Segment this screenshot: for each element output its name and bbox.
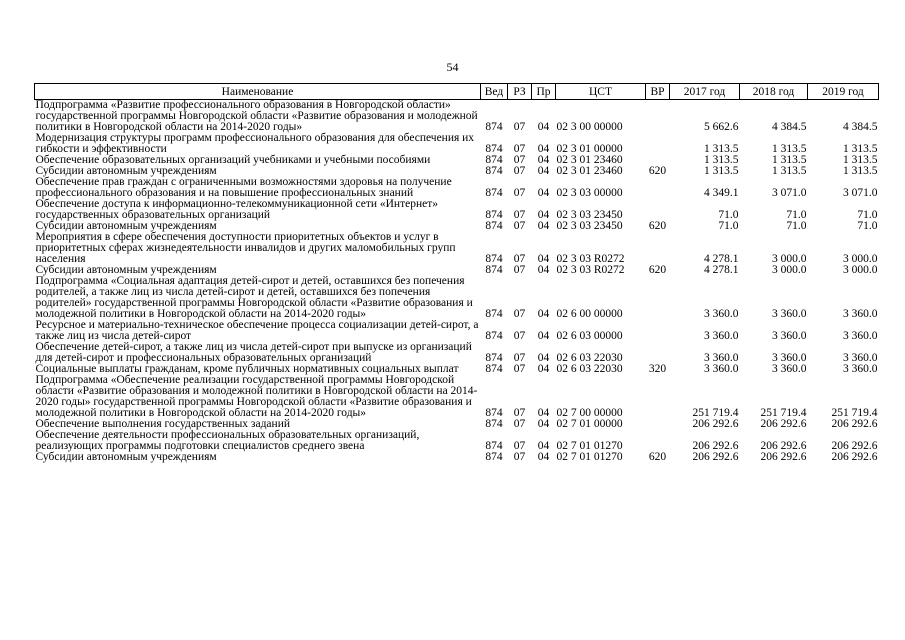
row-2017: 1 313.5: [704, 165, 739, 177]
row-pr: 04: [537, 308, 550, 320]
row-2019: 251 719.4: [831, 407, 878, 419]
row-2017: 206 292.6: [692, 440, 739, 452]
row-2017: 3 360.0: [704, 308, 739, 320]
row-ved: 874: [485, 330, 503, 342]
row-2017: 3 360.0: [704, 352, 739, 364]
header-ved: Вед: [481, 84, 508, 100]
row-pr: 04: [537, 253, 550, 265]
row-2019: 71.0: [857, 209, 878, 221]
row-ved: 874: [485, 154, 503, 166]
table-row: [35, 232, 879, 265]
row-ved: 874: [485, 308, 503, 320]
row-pr: 04: [537, 440, 550, 452]
row-cst: 02 3 01 23460: [556, 154, 623, 166]
row-2017: 206 292.6: [692, 418, 739, 430]
row-pr: 04: [537, 143, 550, 155]
row-cst: 02 3 03 R0272: [556, 253, 625, 265]
row-vr: [646, 320, 670, 342]
budget-table: [34, 83, 879, 463]
row-2018: 206 292.6: [760, 440, 807, 452]
row-cst: 02 6 03 00000: [556, 330, 623, 342]
row-2017: 4 278.1: [704, 253, 739, 265]
row-2019: 71.0: [857, 220, 878, 232]
row-name: Обеспечение образовательных организаций учебниками и учебными пособиями: [35, 154, 431, 166]
row-vr: 320: [648, 363, 667, 375]
row-ved: 874: [485, 418, 503, 430]
row-pr: 04: [537, 407, 550, 419]
row-rz: 07: [513, 440, 526, 452]
row-2019: 1 313.5: [843, 154, 878, 166]
table-row: [35, 375, 879, 419]
row-name: Обеспечение доступа к информационно-телекоммуникационной сети «Интернет» государственных образовательных организаций: [35, 198, 439, 221]
row-rz: 07: [513, 253, 526, 265]
row-2018: 3 000.0: [772, 253, 807, 265]
row-vr: [646, 276, 670, 320]
row-2019: 4 384.5: [843, 121, 878, 133]
row-pr: 04: [537, 209, 550, 221]
row-rz: 07: [513, 363, 526, 375]
row-rz: 07: [513, 264, 526, 276]
row-name: Подпрограмма «Развитие профессионального образования в Новгородской области» государственной программы Новгородской области «Развитие образования и молодежной политики в Новгородской области на 2014-2020 годы»: [35, 99, 478, 133]
row-vr: 620: [648, 220, 667, 232]
row-2018: 1 313.5: [772, 154, 807, 166]
row-rz: 07: [513, 330, 526, 342]
row-cst: 02 3 01 23460: [556, 165, 623, 177]
header-vr: ВР: [646, 84, 670, 100]
row-rz: 07: [513, 187, 526, 199]
row-2019: 3 071.0: [843, 187, 878, 199]
row-2019: 3 000.0: [843, 253, 878, 265]
row-cst: 02 3 03 00000: [556, 187, 623, 199]
row-2017: 1 313.5: [704, 143, 739, 155]
table-row: [35, 276, 879, 320]
table-row: [35, 342, 879, 364]
table-row: [35, 452, 879, 463]
row-ved: 874: [485, 253, 503, 265]
row-cst: 02 7 01 00000: [556, 418, 623, 430]
row-rz: 07: [513, 418, 526, 430]
row-name: Подпрограмма «Обеспечение реализации государственной программы Новгородской области «Развитие образования и молодежной политики в Новгородской области на 2014-2020 годы» государственной программы Новгородской области «Развитие образования и молодежной политики в Новгородской области на 2014-2020 годы»: [35, 374, 478, 419]
row-2019: 1 313.5: [843, 143, 878, 155]
row-ved: 874: [485, 187, 503, 199]
table-row: [35, 199, 879, 221]
row-pr: 04: [537, 154, 550, 166]
row-2019: 3 360.0: [843, 363, 878, 375]
table-row: [35, 430, 879, 452]
row-ved: 874: [485, 451, 503, 463]
row-name: Обеспечение деятельности профессиональных образовательных организаций, реализующих программы подготовки специалистов среднего звена: [35, 429, 420, 452]
row-vr: [646, 199, 670, 221]
row-2018: 3 071.0: [772, 187, 807, 199]
row-2017: 71.0: [718, 220, 739, 232]
row-rz: 07: [513, 407, 526, 419]
row-2018: 71.0: [786, 220, 807, 232]
row-ved: 874: [485, 352, 503, 364]
row-cst: 02 6 03 22030: [556, 363, 623, 375]
row-name: Модернизация структуры программ профессионального образования для обеспечения их гибкости и эффективности: [35, 132, 475, 155]
row-rz: 07: [513, 143, 526, 155]
row-vr: [646, 419, 670, 430]
row-cst: 02 3 03 23450: [556, 220, 623, 232]
row-name: Субсидии автономным учреждениям: [35, 165, 217, 177]
header-name: Наименование: [35, 84, 481, 100]
row-2019: 3 000.0: [843, 264, 878, 276]
row-ved: 874: [485, 440, 503, 452]
table-body: [35, 100, 879, 464]
row-pr: 04: [537, 363, 550, 375]
row-pr: 04: [537, 352, 550, 364]
row-2018: 3 360.0: [772, 330, 807, 342]
row-2017: 3 360.0: [704, 363, 739, 375]
row-rz: 07: [513, 121, 526, 133]
row-rz: 07: [513, 220, 526, 232]
row-2019: 3 360.0: [843, 352, 878, 364]
row-2018: 3 000.0: [772, 264, 807, 276]
row-ved: 874: [485, 165, 503, 177]
row-pr: 04: [537, 187, 550, 199]
row-name: Субсидии автономным учреждениям: [35, 451, 217, 463]
row-cst: 02 3 01 00000: [556, 143, 623, 155]
row-vr: 620: [648, 165, 667, 177]
table-row: [35, 177, 879, 199]
row-rz: 07: [513, 352, 526, 364]
row-2017: 4 349.1: [704, 187, 739, 199]
row-vr: [646, 133, 670, 155]
row-ved: 874: [485, 209, 503, 221]
row-pr: 04: [537, 220, 550, 232]
page-number: 54: [446, 60, 459, 74]
table-row: [35, 100, 879, 134]
row-name: Мероприятия в сфере обеспечения доступности приоритетных объектов и услуг в приоритетных сферах жизнедеятельности инвалидов и других маломобильных групп населения: [35, 231, 456, 265]
row-name: Субсидии автономным учреждениям: [35, 264, 217, 276]
row-cst: 02 6 03 22030: [556, 352, 623, 364]
row-2019: 1 313.5: [843, 165, 878, 177]
row-ved: 874: [485, 264, 503, 276]
table-header-row: [35, 84, 879, 100]
header-2018: 2018 год: [740, 84, 808, 100]
header-pr: Пр: [532, 84, 556, 100]
header-2019: 2019 год: [808, 84, 879, 100]
header-2017: 2017 год: [670, 84, 740, 100]
row-2018: 251 719.4: [760, 407, 807, 419]
row-cst: 02 7 00 00000: [556, 407, 623, 419]
row-ved: 874: [485, 407, 503, 419]
row-vr: [646, 100, 670, 134]
row-ved: 874: [485, 363, 503, 375]
row-cst: 02 7 01 01270: [556, 440, 623, 452]
row-2018: 1 313.5: [772, 165, 807, 177]
row-rz: 07: [513, 308, 526, 320]
row-2017: 251 719.4: [692, 407, 739, 419]
table-row: [35, 320, 879, 342]
row-rz: 07: [513, 209, 526, 221]
row-2019: 3 360.0: [843, 308, 878, 320]
row-2018: 71.0: [786, 209, 807, 221]
row-cst: 02 3 03 23450: [556, 209, 623, 221]
row-2019: 3 360.0: [843, 330, 878, 342]
row-pr: 04: [537, 264, 550, 276]
row-2017: 1 313.5: [704, 154, 739, 166]
row-vr: 620: [648, 264, 667, 276]
row-2018: 206 292.6: [760, 451, 807, 463]
row-vr: [646, 375, 670, 419]
row-vr: [646, 232, 670, 265]
row-2018: 1 313.5: [772, 143, 807, 155]
row-pr: 04: [537, 165, 550, 177]
row-2017: 206 292.6: [692, 451, 739, 463]
row-name: Социальные выплаты гражданам, кроме публичных нормативных социальных выплат: [35, 363, 459, 375]
row-vr: [646, 430, 670, 452]
row-2017: 71.0: [718, 209, 739, 221]
row-name: Ресурсное и материально-техническое обеспечение процесса социализации детей-сирот, а также лиц из числа детей-сирот: [35, 319, 479, 342]
row-cst: 02 6 00 00000: [556, 308, 623, 320]
row-2018: 3 360.0: [772, 308, 807, 320]
header-rz: РЗ: [508, 84, 532, 100]
row-2018: 3 360.0: [772, 363, 807, 375]
row-name: Обеспечение прав граждан с ограниченными возможностями здоровья на получение профессионального образования и на повышение профессиональных знаний: [35, 176, 452, 199]
row-ved: 874: [485, 220, 503, 232]
row-name: Обеспечение детей-сирот, а также лиц из числа детей-сирот при выпуске из организаций для детей-сирот и профессиональных образовательных организаций: [35, 341, 472, 364]
row-pr: 04: [537, 121, 550, 133]
row-vr: [646, 342, 670, 364]
row-name: Подпрограмма «Социальная адаптация детей-сирот и детей, оставшихся без попечения родителей, а также лиц из числа детей-сирот и детей, оставшихся без попечения родителей» государственной программы Новгородской области «Развитие образования и молодежной политики в Новгородской области на 2014-2020 годы»: [35, 275, 473, 320]
row-cst: 02 3 00 00000: [556, 121, 623, 133]
row-2017: 3 360.0: [704, 330, 739, 342]
row-2019: 206 292.6: [831, 418, 878, 430]
row-rz: 07: [513, 165, 526, 177]
row-rz: 07: [513, 451, 526, 463]
row-cst: 02 7 01 01270: [556, 451, 623, 463]
row-2018: 4 384.5: [772, 121, 807, 133]
header-cst: ЦСТ: [556, 84, 646, 100]
row-name: Субсидии автономным учреждениям: [35, 220, 217, 232]
row-ved: 874: [485, 143, 503, 155]
row-cst: 02 3 03 R0272: [556, 264, 625, 276]
row-name: Обеспечение выполнения государственных заданий: [35, 418, 290, 430]
row-rz: 07: [513, 154, 526, 166]
row-pr: 04: [537, 418, 550, 430]
row-2017: 4 278.1: [704, 264, 739, 276]
row-2017: 5 662.6: [704, 121, 739, 133]
row-pr: 04: [537, 330, 550, 342]
row-2019: 206 292.6: [831, 440, 878, 452]
row-vr: 620: [648, 451, 667, 463]
row-ved: 874: [485, 121, 503, 133]
table-row: [35, 133, 879, 155]
row-2018: 206 292.6: [760, 418, 807, 430]
row-2018: 3 360.0: [772, 352, 807, 364]
row-pr: 04: [537, 451, 550, 463]
row-vr: [646, 177, 670, 199]
row-2019: 206 292.6: [831, 451, 878, 463]
